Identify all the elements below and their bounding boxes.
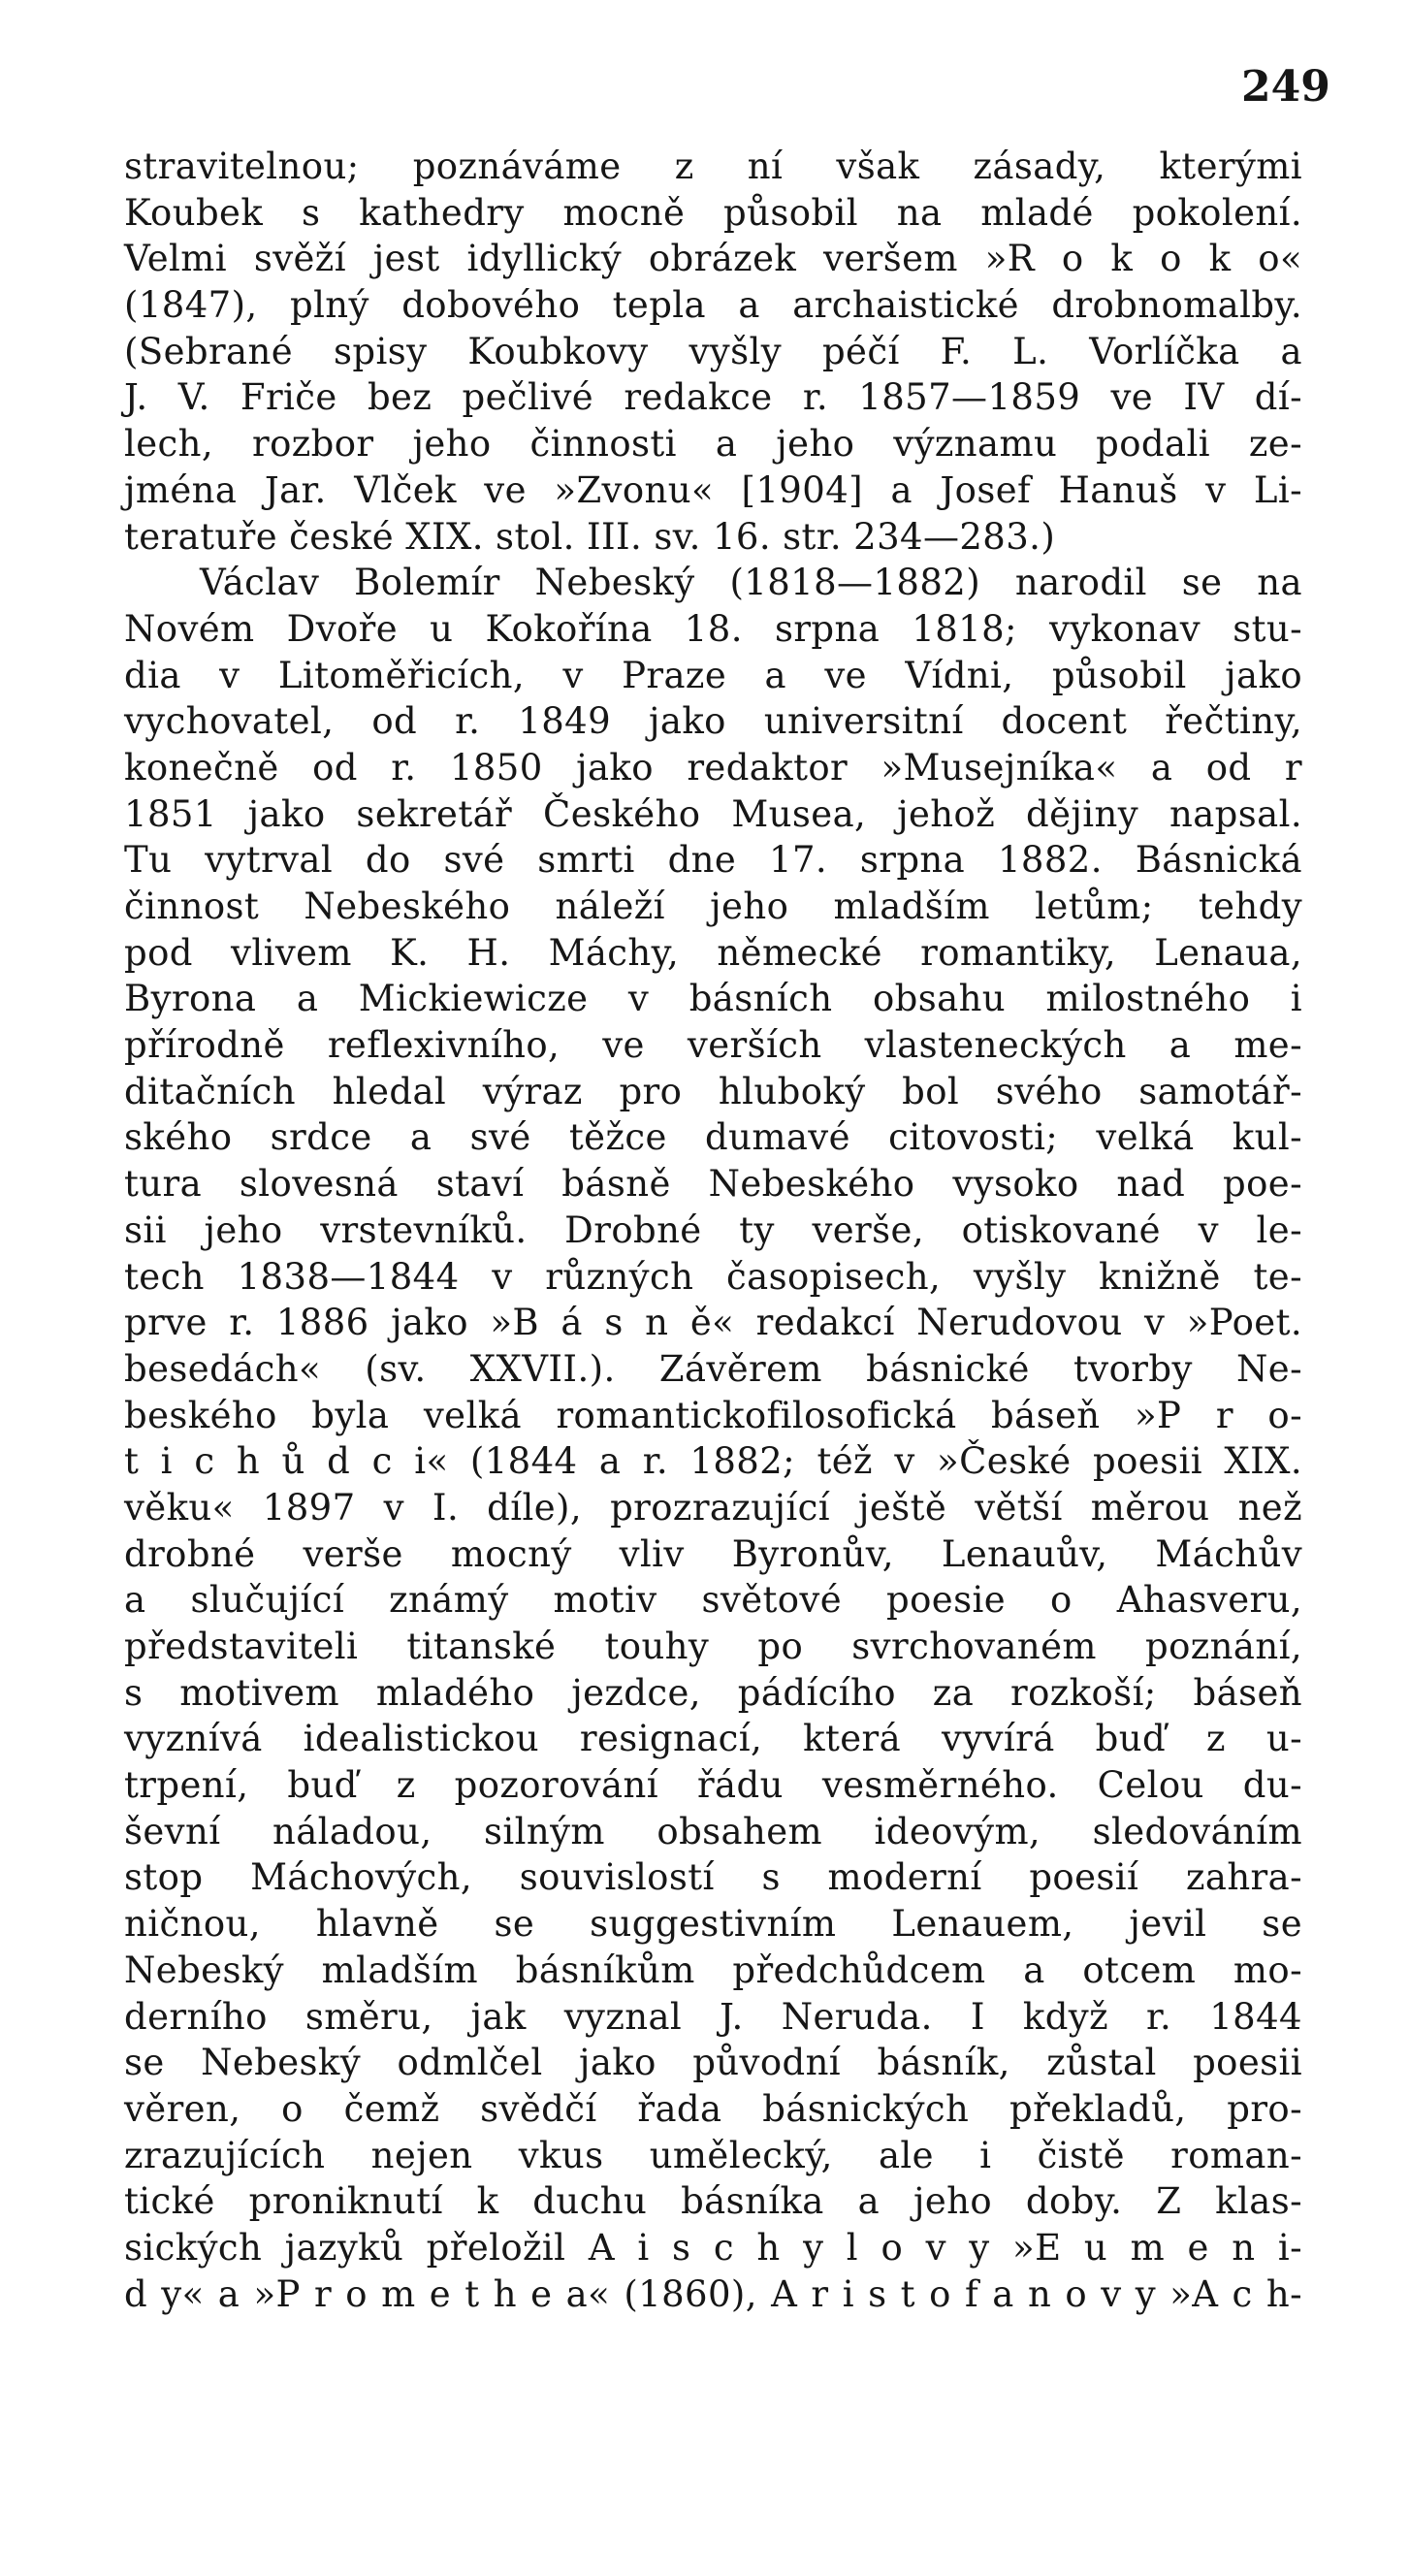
text-line: t i c h ů d c i« (1844 a r. 1882; též v »České poesii XIX.: [124, 1440, 1302, 1483]
text-line: věren, o čemž svědčí řada básnických překladů, pro-: [124, 2087, 1302, 2130]
text-line: teratuře české XIX. stol. III. sv. 16. str. 234—283.): [124, 515, 1056, 558]
text-line: Byrona a Mickiewicze v básních obsahu milostného i: [124, 978, 1302, 1020]
text-line: Velmi svěží jest idyllický obrázek veršem »R o k o k o«: [124, 238, 1302, 280]
text-line: vyznívá idealistickou resignací, která vyvírá buď z u-: [124, 1718, 1302, 1760]
text-line: besedách« (sv. XXVII.). Závěrem básnické tvorby Ne-: [124, 1347, 1302, 1390]
text-line: ševní náladou, silným obsahem ideovým, sledováním: [124, 1810, 1302, 1852]
text-line: lech, rozbor jeho činnosti a jeho významu podali ze-: [124, 423, 1302, 466]
text-line: Nebeský mladším básníkům předchůdcem a otcem mo-: [124, 1948, 1302, 1991]
text-line: ditačních hledal výraz pro hluboký bol svého samotář-: [124, 1070, 1302, 1112]
text-line: stop Máchových, souvislostí s moderní poesií zahra-: [124, 1856, 1302, 1899]
text-line: drobné verše mocný vliv Byronův, Lenauův, Máchův: [124, 1532, 1302, 1575]
text-line: konečně od r. 1850 jako redaktor »Musejníka« a od r: [124, 746, 1302, 789]
text-line: dia v Litoměřicích, v Praze a ve Vídni, působil jako: [124, 654, 1302, 696]
text-line: tura slovesná staví básně Nebeského vysoko nad poe-: [124, 1163, 1302, 1206]
text-line: představiteli titanské touhy po svrchovaném poznání,: [124, 1626, 1302, 1667]
body-text: [124, 144, 1302, 2317]
text-line: Koubek s kathedry mocně působil na mladé pokolení.: [124, 191, 1302, 234]
text-line: se Nebeský odmlčel jako původní básník, zůstal poesii: [124, 2042, 1302, 2084]
text-line: tech 1838—1844 v různých časopisech, vyšly knižně te-: [124, 1255, 1302, 1298]
text-line: sii jeho vrstevníků. Drobné ty verše, otiskované v le-: [124, 1208, 1302, 1251]
text-line: přírodně reflexivního, ve verších vlasteneckých a me-: [124, 1024, 1302, 1067]
page-number: 249: [1241, 62, 1330, 112]
text-line: jména Jar. Vlček ve »Zvonu« [1904] a Josef Hanuš v Li-: [124, 468, 1302, 511]
text-line: činnost Nebeského náleží jeho mladším letům; tehdy: [124, 886, 1302, 927]
text-line: stravitelnou; poznáváme z ní však zásady, kterými: [124, 145, 1302, 187]
text-line: Václav Bolemír Nebeský (1818—1882) narodil se na: [200, 562, 1302, 604]
text-line: s motivem mladého jezdce, pádícího za rozkoší; báseň: [124, 1671, 1302, 1714]
text-line: zrazujících nejen vkus umělecký, ale i čistě roman-: [124, 2134, 1302, 2176]
text-line: Tu vytrval do své smrti dne 17. srpna 1882. Básnická: [124, 839, 1302, 882]
text-line: pod vlivem K. H. Máchy, německé romantiky, Lenaua,: [124, 931, 1302, 974]
text-line: J. V. Friče bez pečlivé redakce r. 1857—1859 ve IV dí-: [124, 376, 1302, 419]
text-line: d y« a »P r o m e t h e a« (1860), A r i s t o f a n o v y »A c h-: [124, 2272, 1302, 2315]
text-line: sických jazyků přeložil A i s c h y l o v y »E u m e n i-: [124, 2226, 1302, 2269]
text-line: beského byla velká romantickofilosofická báseň »P r o-: [124, 1394, 1302, 1436]
text-line: (1847), plný dobového tepla a archaistické drobnomalby.: [124, 284, 1302, 327]
text-line: derního směru, jak vyznal J. Neruda. I když r. 1844: [124, 1995, 1302, 2038]
text-line: prve r. 1886 jako »B á s n ě« redakcí Nerudovou v »Poet.: [124, 1302, 1302, 1344]
text-line: vychovatel, od r. 1849 jako universitní docent řečtiny,: [124, 700, 1302, 743]
text-line: 1851 jako sekretář Českého Musea, jehož dějiny napsal.: [124, 792, 1302, 835]
text-line: (Sebrané spisy Koubkovy vyšly péčí F. L. Vorlíčka a: [124, 330, 1302, 372]
text-line: trpení, buď z pozorování řádu vesměrného. Celou du-: [124, 1764, 1302, 1807]
text-line: ského srdce a své těžce dumavé citovosti; velká kul-: [124, 1116, 1302, 1159]
text-line: ničnou, hlavně se suggestivním Lenauem, jevil se: [124, 1903, 1302, 1946]
text-line: Novém Dvoře u Kokořína 18. srpna 1818; vykonav stu-: [124, 607, 1302, 650]
text-line: věku« 1897 v I. díle), prozrazující ještě větší měrou než: [124, 1486, 1302, 1529]
text-line: a slučující známý motiv světové poesie o Ahasveru,: [124, 1579, 1302, 1622]
text-line: tické proniknutí k duchu básníka a jeho doby. Z klas-: [124, 2180, 1302, 2223]
